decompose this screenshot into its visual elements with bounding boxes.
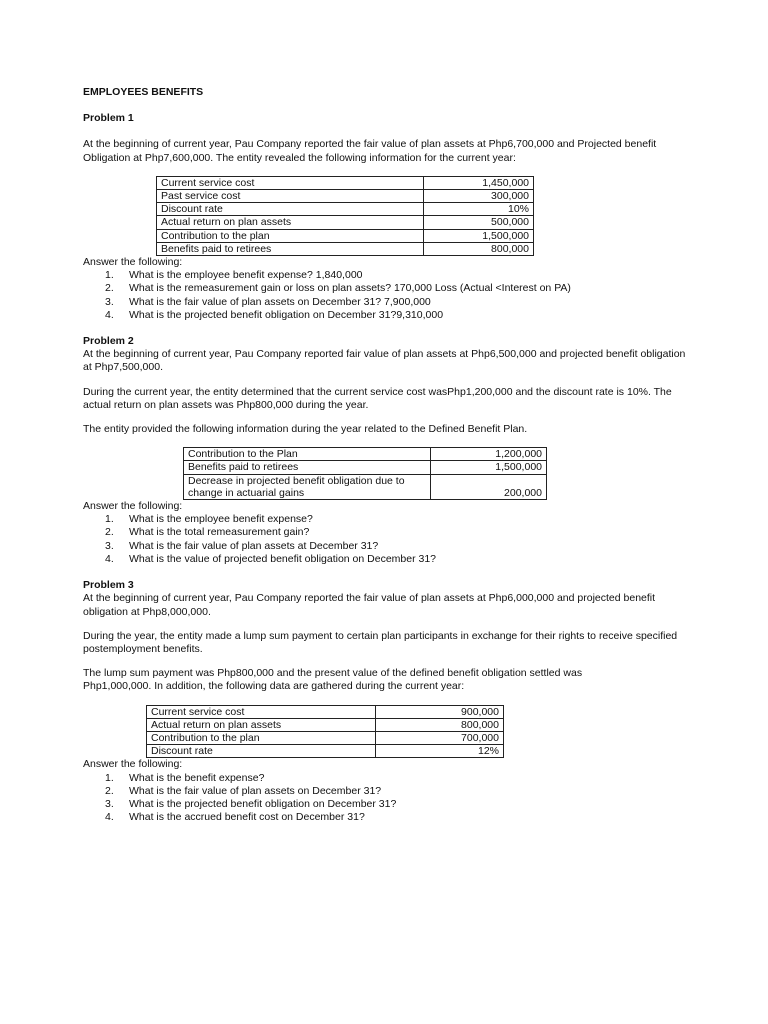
table-label: Actual return on plan assets xyxy=(157,216,424,229)
problem-2-intro: At the beginning of current year, Pau Company reported fair value of plan assets at Php6,500,000 and projected benefit obligation at Php7,500,000. xyxy=(83,348,686,374)
list-item xyxy=(83,513,693,526)
table-row xyxy=(157,216,534,229)
problem-1-table xyxy=(156,176,534,256)
table-value: 1,500,000 xyxy=(424,229,534,242)
table-value: 12% xyxy=(376,745,504,758)
table-value: 10% xyxy=(424,203,534,216)
question-text: What is the fair value of plan assets on December 31? 7,900,000 xyxy=(129,295,431,308)
list-item xyxy=(83,553,693,566)
question-text: What is the benefit expense? xyxy=(129,771,265,784)
problem-3-answer-label: Answer the following: xyxy=(83,758,183,771)
list-item xyxy=(83,785,693,798)
table-label: Past service cost xyxy=(157,190,424,203)
question-text: What is the projected benefit obligation on December 31?9,310,000 xyxy=(129,308,444,321)
problem-3 xyxy=(83,579,693,824)
table-label: Discount rate xyxy=(147,745,376,758)
question-number: 3. xyxy=(105,295,114,308)
table-label: Contribution to the plan xyxy=(157,229,424,242)
problem-2-answer-label: Answer the following: xyxy=(83,500,183,513)
problem-1-heading: Problem 1 xyxy=(83,112,134,125)
problem-2-paragraph-3: The entity provided the following information during the year related to the Defined Benefit Plan. xyxy=(83,423,528,436)
question-text: What is the fair value of plan assets on December 31? xyxy=(129,784,382,797)
table-row xyxy=(184,474,547,499)
problem-3-paragraph-3: The lump sum payment was Php800,000 and the present value of the defined benefit obligation settled was Php1,000,000. In addition, the following data are gathered during the current year: xyxy=(83,667,583,693)
question-text: What is the value of projected benefit obligation on December 31? xyxy=(129,552,437,565)
table-row xyxy=(157,242,534,255)
document-page xyxy=(83,86,693,824)
question-text: What is the projected benefit obligation on December 31? xyxy=(129,797,397,810)
list-item xyxy=(83,526,693,539)
list-item xyxy=(83,798,693,811)
table-row xyxy=(157,190,534,203)
table-label: Contribution to the plan xyxy=(147,731,376,744)
problem-3-table xyxy=(146,705,504,759)
table-label: Current service cost xyxy=(147,705,376,718)
question-text: What is the employee benefit expense? 1,840,000 xyxy=(129,269,363,282)
table-row xyxy=(157,203,534,216)
question-number: 1. xyxy=(105,513,114,526)
problem-3-heading: Problem 3 xyxy=(83,579,134,592)
question-number: 2. xyxy=(105,282,114,295)
table-label: Contribution to the Plan xyxy=(184,448,431,461)
table-label: Discount rate xyxy=(157,203,424,216)
table-row xyxy=(184,461,547,474)
list-item xyxy=(83,540,693,553)
table-row xyxy=(147,731,504,744)
problem-3-questions xyxy=(83,772,693,825)
problem-3-intro: At the beginning of current year, Pau Company reported the fair value of plan assets at Php6,000,000 and projected benefit obligation at Php8,000,000. xyxy=(83,592,656,618)
table-value: 500,000 xyxy=(424,216,534,229)
document-title: EMPLOYEES BENEFITS xyxy=(83,86,204,98)
question-text: What is the fair value of plan assets at December 31? xyxy=(129,539,379,552)
table-row xyxy=(147,705,504,718)
problem-2 xyxy=(83,335,693,566)
table-row xyxy=(147,745,504,758)
question-number: 2. xyxy=(105,784,114,797)
table-value: 300,000 xyxy=(424,190,534,203)
question-number: 4. xyxy=(105,552,114,565)
table-row xyxy=(184,448,547,461)
list-item xyxy=(83,309,693,322)
table-label: Benefits paid to retirees xyxy=(157,242,424,255)
table-row xyxy=(157,176,534,189)
question-number: 1. xyxy=(105,771,114,784)
table-value: 900,000 xyxy=(376,705,504,718)
table-value: 700,000 xyxy=(376,731,504,744)
table-label: Benefits paid to retirees xyxy=(184,461,431,474)
question-number: 3. xyxy=(105,797,114,810)
table-row xyxy=(147,718,504,731)
table-value: 800,000 xyxy=(424,242,534,255)
question-text: What is the total remeasurement gain? xyxy=(129,526,310,539)
problem-2-heading: Problem 2 xyxy=(83,335,134,348)
question-text: What is the remeasurement gain or loss on plan assets? 170,000 Loss (Actual <Interest on PA) xyxy=(129,282,571,295)
list-item xyxy=(83,811,693,824)
table-value: 1,450,000 xyxy=(424,176,534,189)
question-number: 3. xyxy=(105,539,114,552)
list-item xyxy=(83,269,693,282)
list-item xyxy=(83,282,693,295)
table-label: Current service cost xyxy=(157,176,424,189)
problem-1-intro: At the beginning of current year, Pau Company reported the fair value of plan assets at Php6,700,000 and Projected benefit Obligation at Php7,600,000. The entity revealed the following information for the current year: xyxy=(83,138,657,164)
question-text: What is the accrued benefit cost on December 31? xyxy=(129,811,365,824)
problem-2-table xyxy=(183,447,547,500)
problem-2-paragraph-2: During the current year, the entity determined that the current service cost wasPhp1,200,000 and the discount rate is 10%. The actual return on plan assets was Php800,000 during the year. xyxy=(83,385,672,411)
problem-2-questions xyxy=(83,513,693,566)
table-value: 1,200,000 xyxy=(431,448,547,461)
question-number: 4. xyxy=(105,308,114,321)
table-row xyxy=(157,229,534,242)
question-number: 1. xyxy=(105,269,114,282)
problem-1-answer-label: Answer the following: xyxy=(83,256,183,269)
table-label: Actual return on plan assets xyxy=(147,718,376,731)
list-item xyxy=(83,772,693,785)
table-value: 800,000 xyxy=(376,718,504,731)
question-text: What is the employee benefit expense? xyxy=(129,513,313,526)
table-value: 1,500,000 xyxy=(431,461,547,474)
table-label: Decrease in projected benefit obligation due to change in actuarial gains xyxy=(184,474,431,499)
problem-1 xyxy=(83,112,693,322)
list-item xyxy=(83,296,693,309)
question-number: 4. xyxy=(105,811,114,824)
question-number: 2. xyxy=(105,526,114,539)
table-value: 200,000 xyxy=(431,474,547,499)
problem-3-paragraph-2: During the year, the entity made a lump sum payment to certain plan participants in exchange for their rights to receive specified postemployment benefits. xyxy=(83,629,678,655)
problem-1-questions xyxy=(83,269,693,322)
